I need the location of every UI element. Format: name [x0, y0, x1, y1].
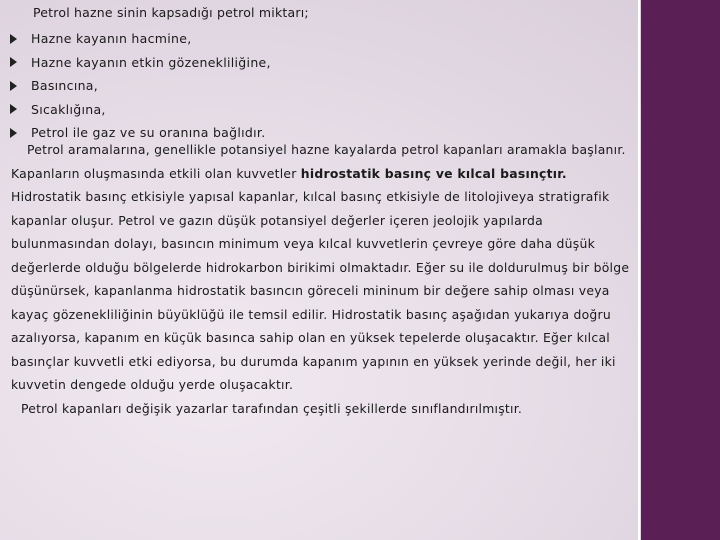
paragraph-closing: Petrol kapanları değişik yazarlar tarafından çeşitli şekillerde sınıflandırılmıştır. [21, 400, 523, 416]
paragraph-intro: Petrol aramalarına, genellikle potansiyel hazne kayalarda petrol kapanları aramakla başlanır. [27, 142, 626, 157]
slide-heading: Petrol hazne sinin kapsadığı petrol miktarı; [33, 5, 309, 20]
bullet-text: Basıncına, [31, 78, 99, 94]
arrow-bullet-icon [10, 81, 17, 91]
arrow-bullet-icon [10, 34, 17, 44]
bullet-text: Sıcaklığına, [31, 101, 106, 117]
bullet-text: Hazne kayanın hacmine, [31, 31, 192, 47]
bullet-list [8, 27, 271, 145]
arrow-bullet-icon [10, 128, 17, 138]
arrow-bullet-icon [10, 57, 17, 67]
paragraph-main-start: Kapanların oluşmasında etkili olan kuvvetler [11, 165, 301, 181]
bullet-item [8, 98, 271, 122]
paragraph-main-emphasis: hidrostatik basınç ve kılcal basınçtır. [300, 165, 567, 181]
arrow-bullet-icon [10, 104, 17, 114]
paragraph-main [7, 162, 639, 397]
bullet-text: Petrol ile gaz ve su oranına bağlıdır. [31, 125, 266, 141]
body-text [7, 138, 639, 420]
paragraph-main-rest: Hidrostatik basınç etkisiyle yapısal kapanlar, kılcal basınç etkisiyle de litolojiveya stratigrafik kapanlar oluşur. Petrol ve gazın düşük potansiyel değerler içeren jeolojik yapılarda bulunmasından dolayı, basıncın minimum veya kılcal kuvvetlerin çevreye göre daha düşük değerlerde olduğu bölgelerde hidrokarbon birikimi olmaktadır. Eğer su ile doldurulmuş bir bölge düşünürsek, kapanlanma hidrostatik basıncın göreceli mininum bir değere sahip olması veya kayaç gözenekliliğinin büyüklüğü ile temsil edilir. Hidrostatik basınç aşağıdan yukarıya doğru azalıyorsa, kapanım en küçük basınca sahip olan en yüksek tepelerde oluşacaktır. Eğer kılcal basınçlar kuvvetli etki ediyorsa, bu durumda kapanım yapının en yüksek yerinde değil, her iki kuvvetin dengede olduğu yerde oluşacaktır. [11, 189, 630, 392]
decorative-sidebar [641, 0, 720, 540]
bullet-item [8, 74, 271, 98]
bullet-item [8, 27, 271, 51]
bullet-item [8, 51, 271, 75]
bullet-text: Hazne kayanın etkin gözenekliliğine, [31, 54, 271, 70]
